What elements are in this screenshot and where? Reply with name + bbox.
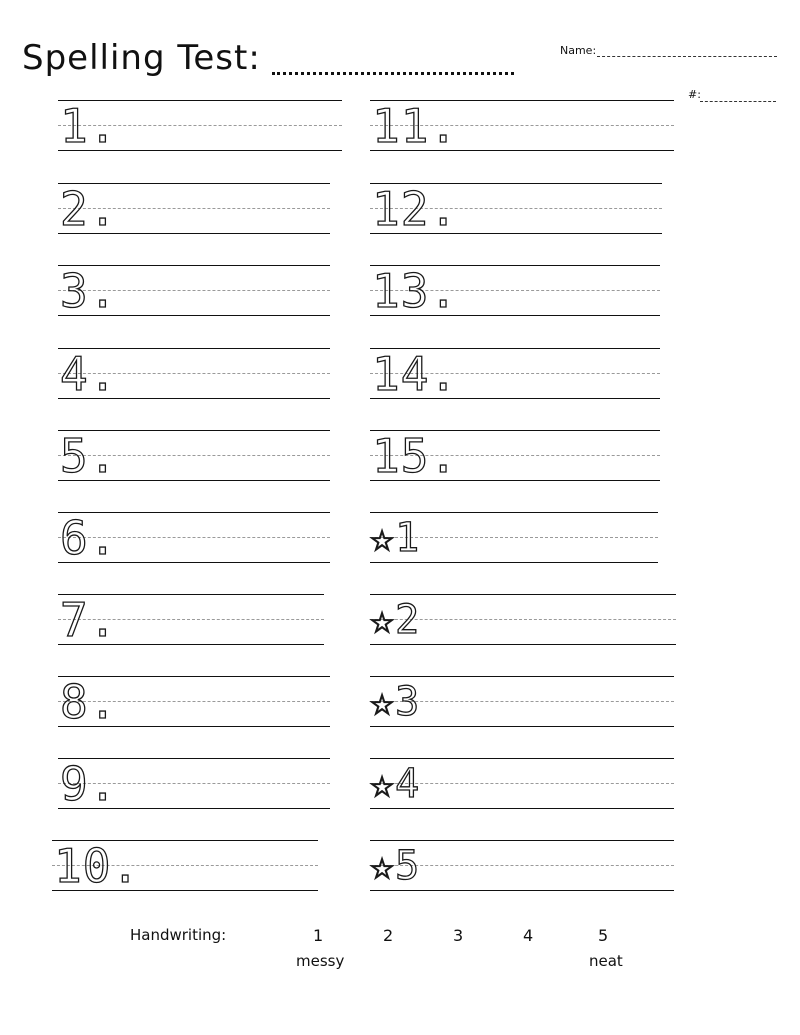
bonus-star-label: ☆2 bbox=[370, 597, 421, 643]
row-number-label: 5. bbox=[60, 429, 118, 483]
row-number-label: 12. bbox=[372, 182, 459, 236]
bonus-row-5[interactable] bbox=[370, 840, 674, 892]
answer-row-10[interactable] bbox=[52, 840, 318, 892]
answer-row-11[interactable] bbox=[370, 100, 674, 152]
answer-row-15[interactable] bbox=[370, 430, 660, 482]
name-label: Name: bbox=[560, 44, 597, 57]
row-number-label: 8. bbox=[60, 675, 118, 729]
answer-row-7[interactable] bbox=[58, 594, 324, 646]
row-number-label: 14. bbox=[372, 347, 459, 401]
answer-row-2[interactable] bbox=[58, 183, 330, 235]
row-number-label: 2. bbox=[60, 182, 118, 236]
answer-row-14[interactable] bbox=[370, 348, 660, 400]
answer-row-8[interactable] bbox=[58, 676, 330, 728]
handwriting-score-2[interactable]: 2 bbox=[383, 926, 394, 945]
answer-row-3[interactable] bbox=[58, 265, 330, 317]
handwriting-high-label: neat bbox=[589, 952, 623, 970]
title-blank-line[interactable] bbox=[272, 72, 514, 75]
row-number-label: 13. bbox=[372, 264, 459, 318]
answer-row-5[interactable] bbox=[58, 430, 330, 482]
name-field[interactable] bbox=[597, 56, 777, 57]
bonus-star-label: ☆3 bbox=[370, 679, 421, 725]
number-field[interactable] bbox=[700, 101, 776, 102]
answer-row-6[interactable] bbox=[58, 512, 330, 564]
number-label: #: bbox=[688, 88, 701, 101]
row-number-label: 11. bbox=[372, 99, 459, 153]
answer-row-12[interactable] bbox=[370, 183, 662, 235]
bonus-row-1[interactable] bbox=[370, 512, 658, 564]
handwriting-low-label: messy bbox=[296, 952, 345, 970]
bonus-row-2[interactable] bbox=[370, 594, 676, 646]
row-number-label: 1. bbox=[60, 99, 118, 153]
answer-row-13[interactable] bbox=[370, 265, 660, 317]
bonus-row-4[interactable] bbox=[370, 758, 674, 810]
handwriting-score-1[interactable]: 1 bbox=[313, 926, 324, 945]
row-number-label: 6. bbox=[60, 511, 118, 565]
handwriting-label: Handwriting: bbox=[130, 926, 227, 944]
answer-row-9[interactable] bbox=[58, 758, 330, 810]
row-number-label: 10. bbox=[54, 839, 141, 893]
page-title: Spelling Test: bbox=[22, 38, 261, 78]
row-number-label: 7. bbox=[60, 593, 118, 647]
bonus-star-label: ☆1 bbox=[370, 515, 421, 561]
bonus-row-3[interactable] bbox=[370, 676, 674, 728]
handwriting-score-3[interactable]: 3 bbox=[453, 926, 464, 945]
handwriting-score-5[interactable]: 5 bbox=[598, 926, 609, 945]
bonus-star-label: ☆5 bbox=[370, 843, 421, 889]
answer-row-1[interactable] bbox=[58, 100, 342, 152]
row-number-label: 9. bbox=[60, 757, 118, 811]
handwriting-score-4[interactable]: 4 bbox=[523, 926, 534, 945]
row-number-label: 15. bbox=[372, 429, 459, 483]
bonus-star-label: ☆4 bbox=[370, 761, 421, 807]
answer-row-4[interactable] bbox=[58, 348, 330, 400]
row-number-label: 3. bbox=[60, 264, 118, 318]
row-number-label: 4. bbox=[60, 347, 118, 401]
